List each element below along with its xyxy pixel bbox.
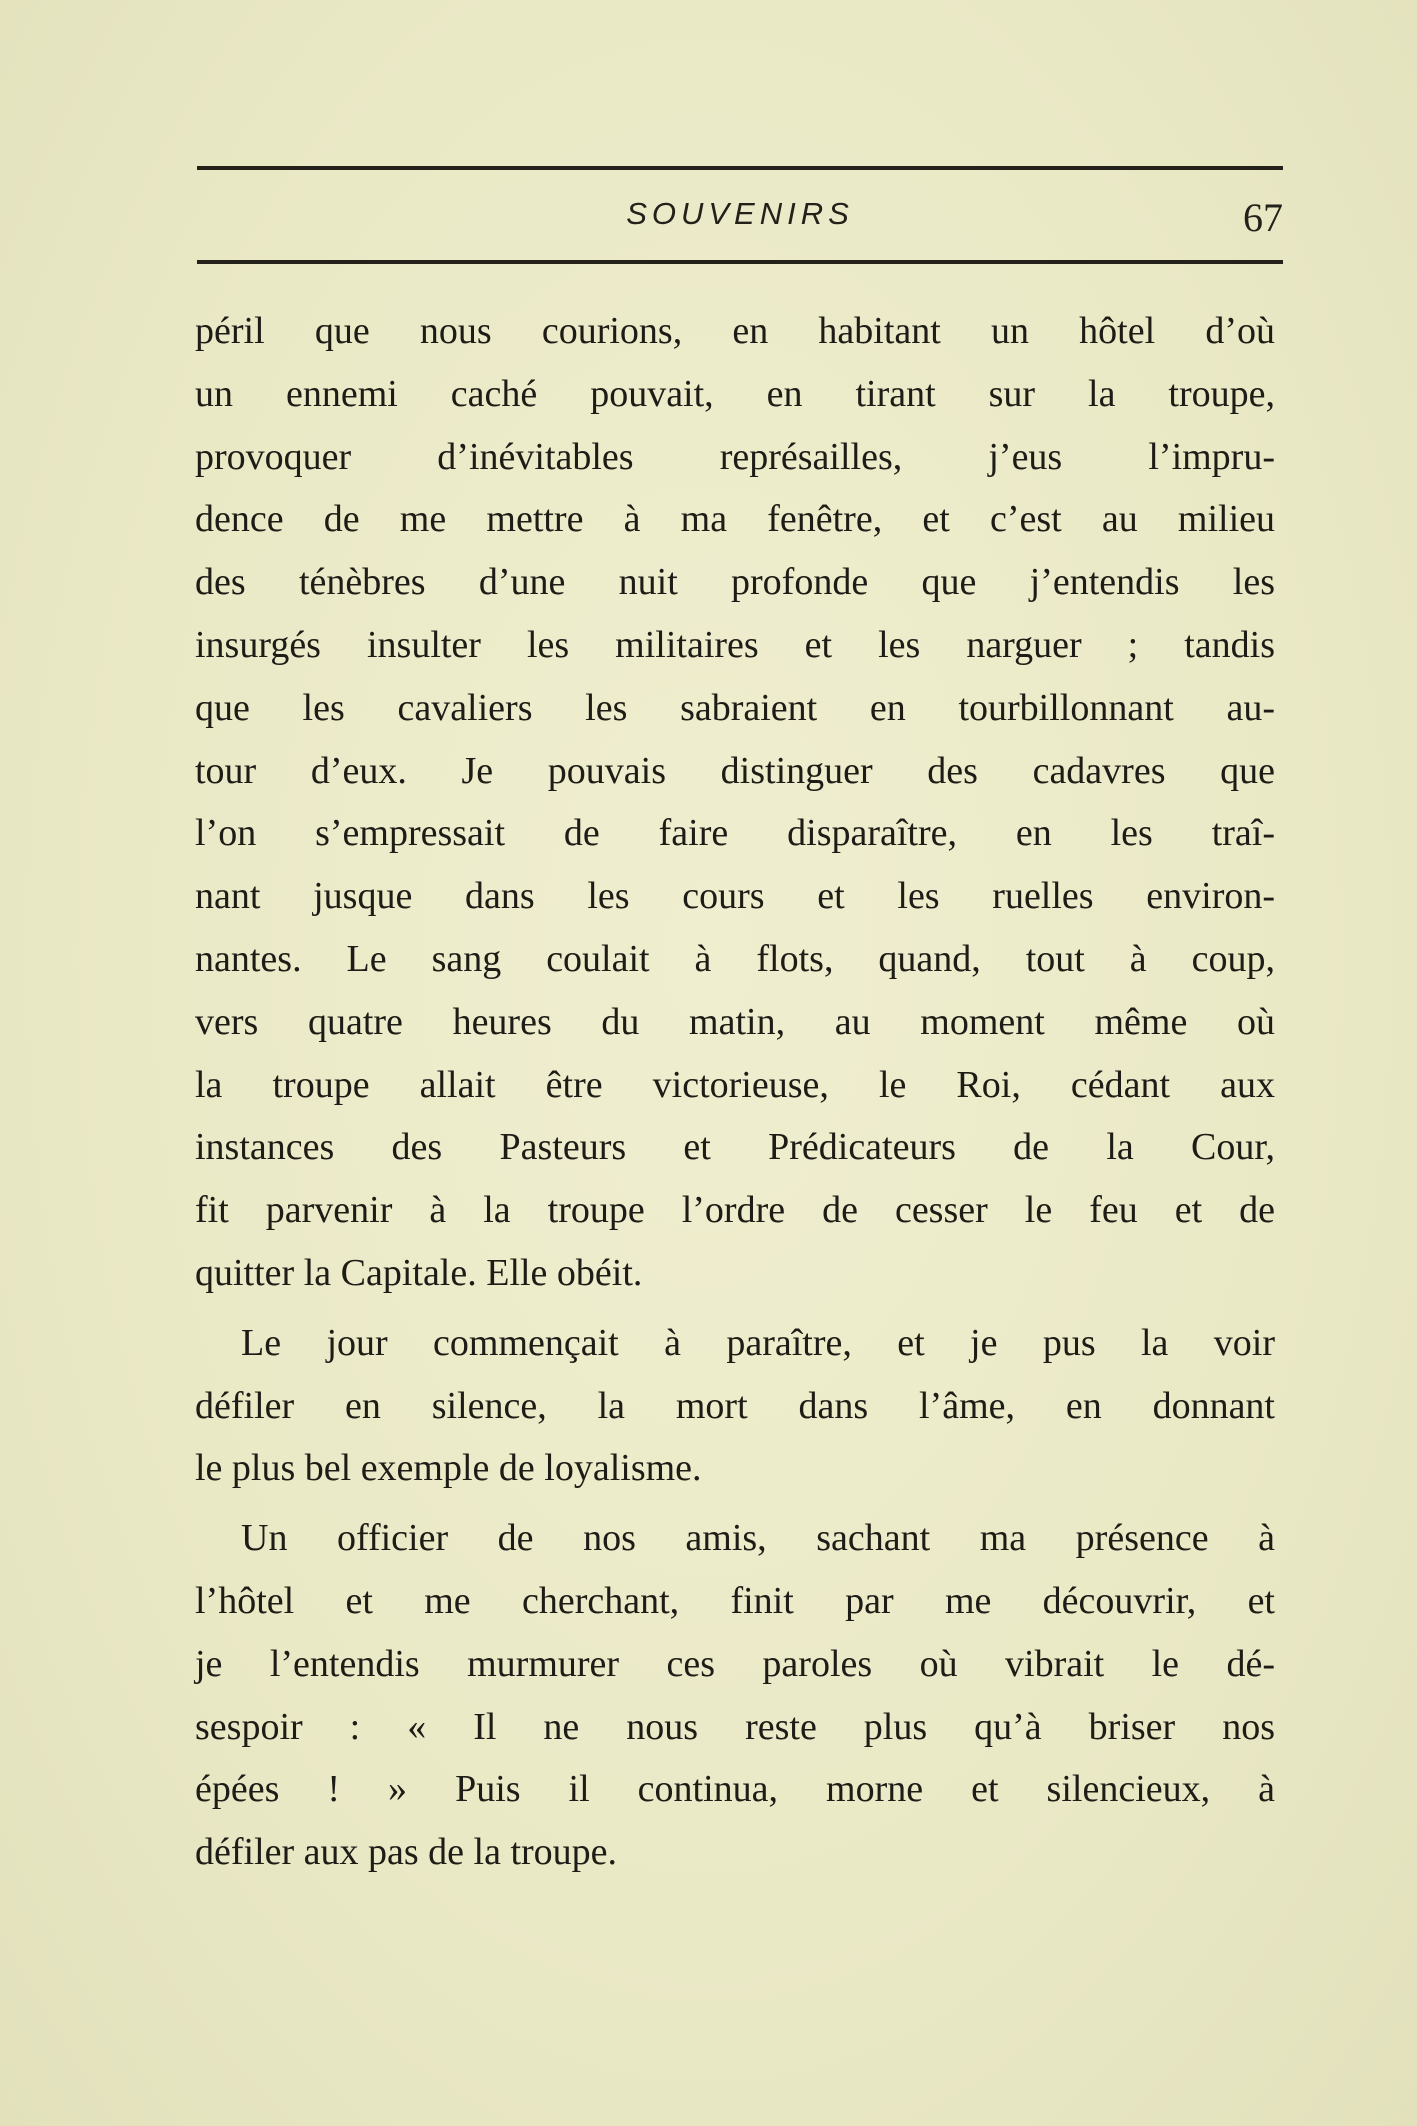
paragraph-gap — [195, 1500, 1275, 1507]
text-line: péril que nous courions, en habitant un hôtel d’où — [195, 310, 1275, 352]
paragraph-gap — [195, 1305, 1275, 1312]
text-line: fit parvenir à la troupe l’ordre de cesser le feu et de — [195, 1189, 1275, 1232]
text-line: nant jusque dans les cours et les ruelles environ- — [195, 875, 1275, 918]
text-line: dence de me mettre à ma fenêtre, et c’est au milieu — [195, 498, 1275, 541]
text-line: que les cavaliers les sabraient en tourbillonnant au- — [195, 686, 1275, 729]
text-line: l’on s’empressait de faire disparaître, en les traî- — [195, 812, 1275, 855]
text-line: l’hôtel et me cherchant, finit par me découvrir, et — [195, 1579, 1275, 1622]
paragraph-1 — [195, 300, 1275, 1305]
page-number: 67 — [1243, 195, 1283, 240]
text-line: défiler en silence, la mort dans l’âme, en donnant — [195, 1384, 1275, 1427]
text-line: tour d’eux. Je pouvais distinguer des cadavres que — [195, 749, 1275, 792]
text-line: vers quatre heures du matin, au moment même où — [195, 1000, 1275, 1043]
header-rule-bottom — [197, 260, 1283, 264]
paragraph-3 — [195, 1507, 1275, 1884]
text-line: Un officier de nos amis, sachant ma présence à — [241, 1517, 1275, 1560]
text-line: épées ! » Puis il continua, morne et silencieux, à — [195, 1768, 1275, 1811]
body-text — [195, 300, 1275, 1884]
text-line: instances des Pasteurs et Prédicateurs de la Cour, — [195, 1126, 1275, 1169]
text-line: nantes. Le sang coulait à flots, quand, tout à coup, — [195, 937, 1275, 980]
text-line: quitter la Capitale. Elle obéit. — [195, 1251, 643, 1294]
text-line: Le jour commençait à paraître, et je pus la voir — [241, 1321, 1275, 1364]
running-head-title: SOUVENIRS — [626, 196, 854, 231]
text-line: sespoir : « Il ne nous reste plus qu’à briser nos — [195, 1705, 1275, 1748]
text-line: le plus bel exemple de loyalisme. — [195, 1447, 702, 1490]
running-head — [197, 166, 1283, 266]
text-line: un ennemi caché pouvait, en tirant sur la troupe, — [195, 372, 1275, 415]
text-line: insurgés insulter les militaires et les narguer ; tandis — [195, 623, 1275, 666]
text-line: la troupe allait être victorieuse, le Roi, cédant aux — [195, 1063, 1275, 1106]
header-rule-top — [197, 166, 1283, 170]
paragraph-2 — [195, 1312, 1275, 1500]
text-line: défiler aux pas de la troupe. — [195, 1831, 618, 1874]
text-line: provoquer d’inévitables représailles, j’eus l’impru- — [195, 435, 1275, 478]
text-line: je l’entendis murmurer ces paroles où vibrait le dé- — [195, 1642, 1275, 1685]
text-line: des ténèbres d’une nuit profonde que j’entendis les — [195, 561, 1275, 604]
